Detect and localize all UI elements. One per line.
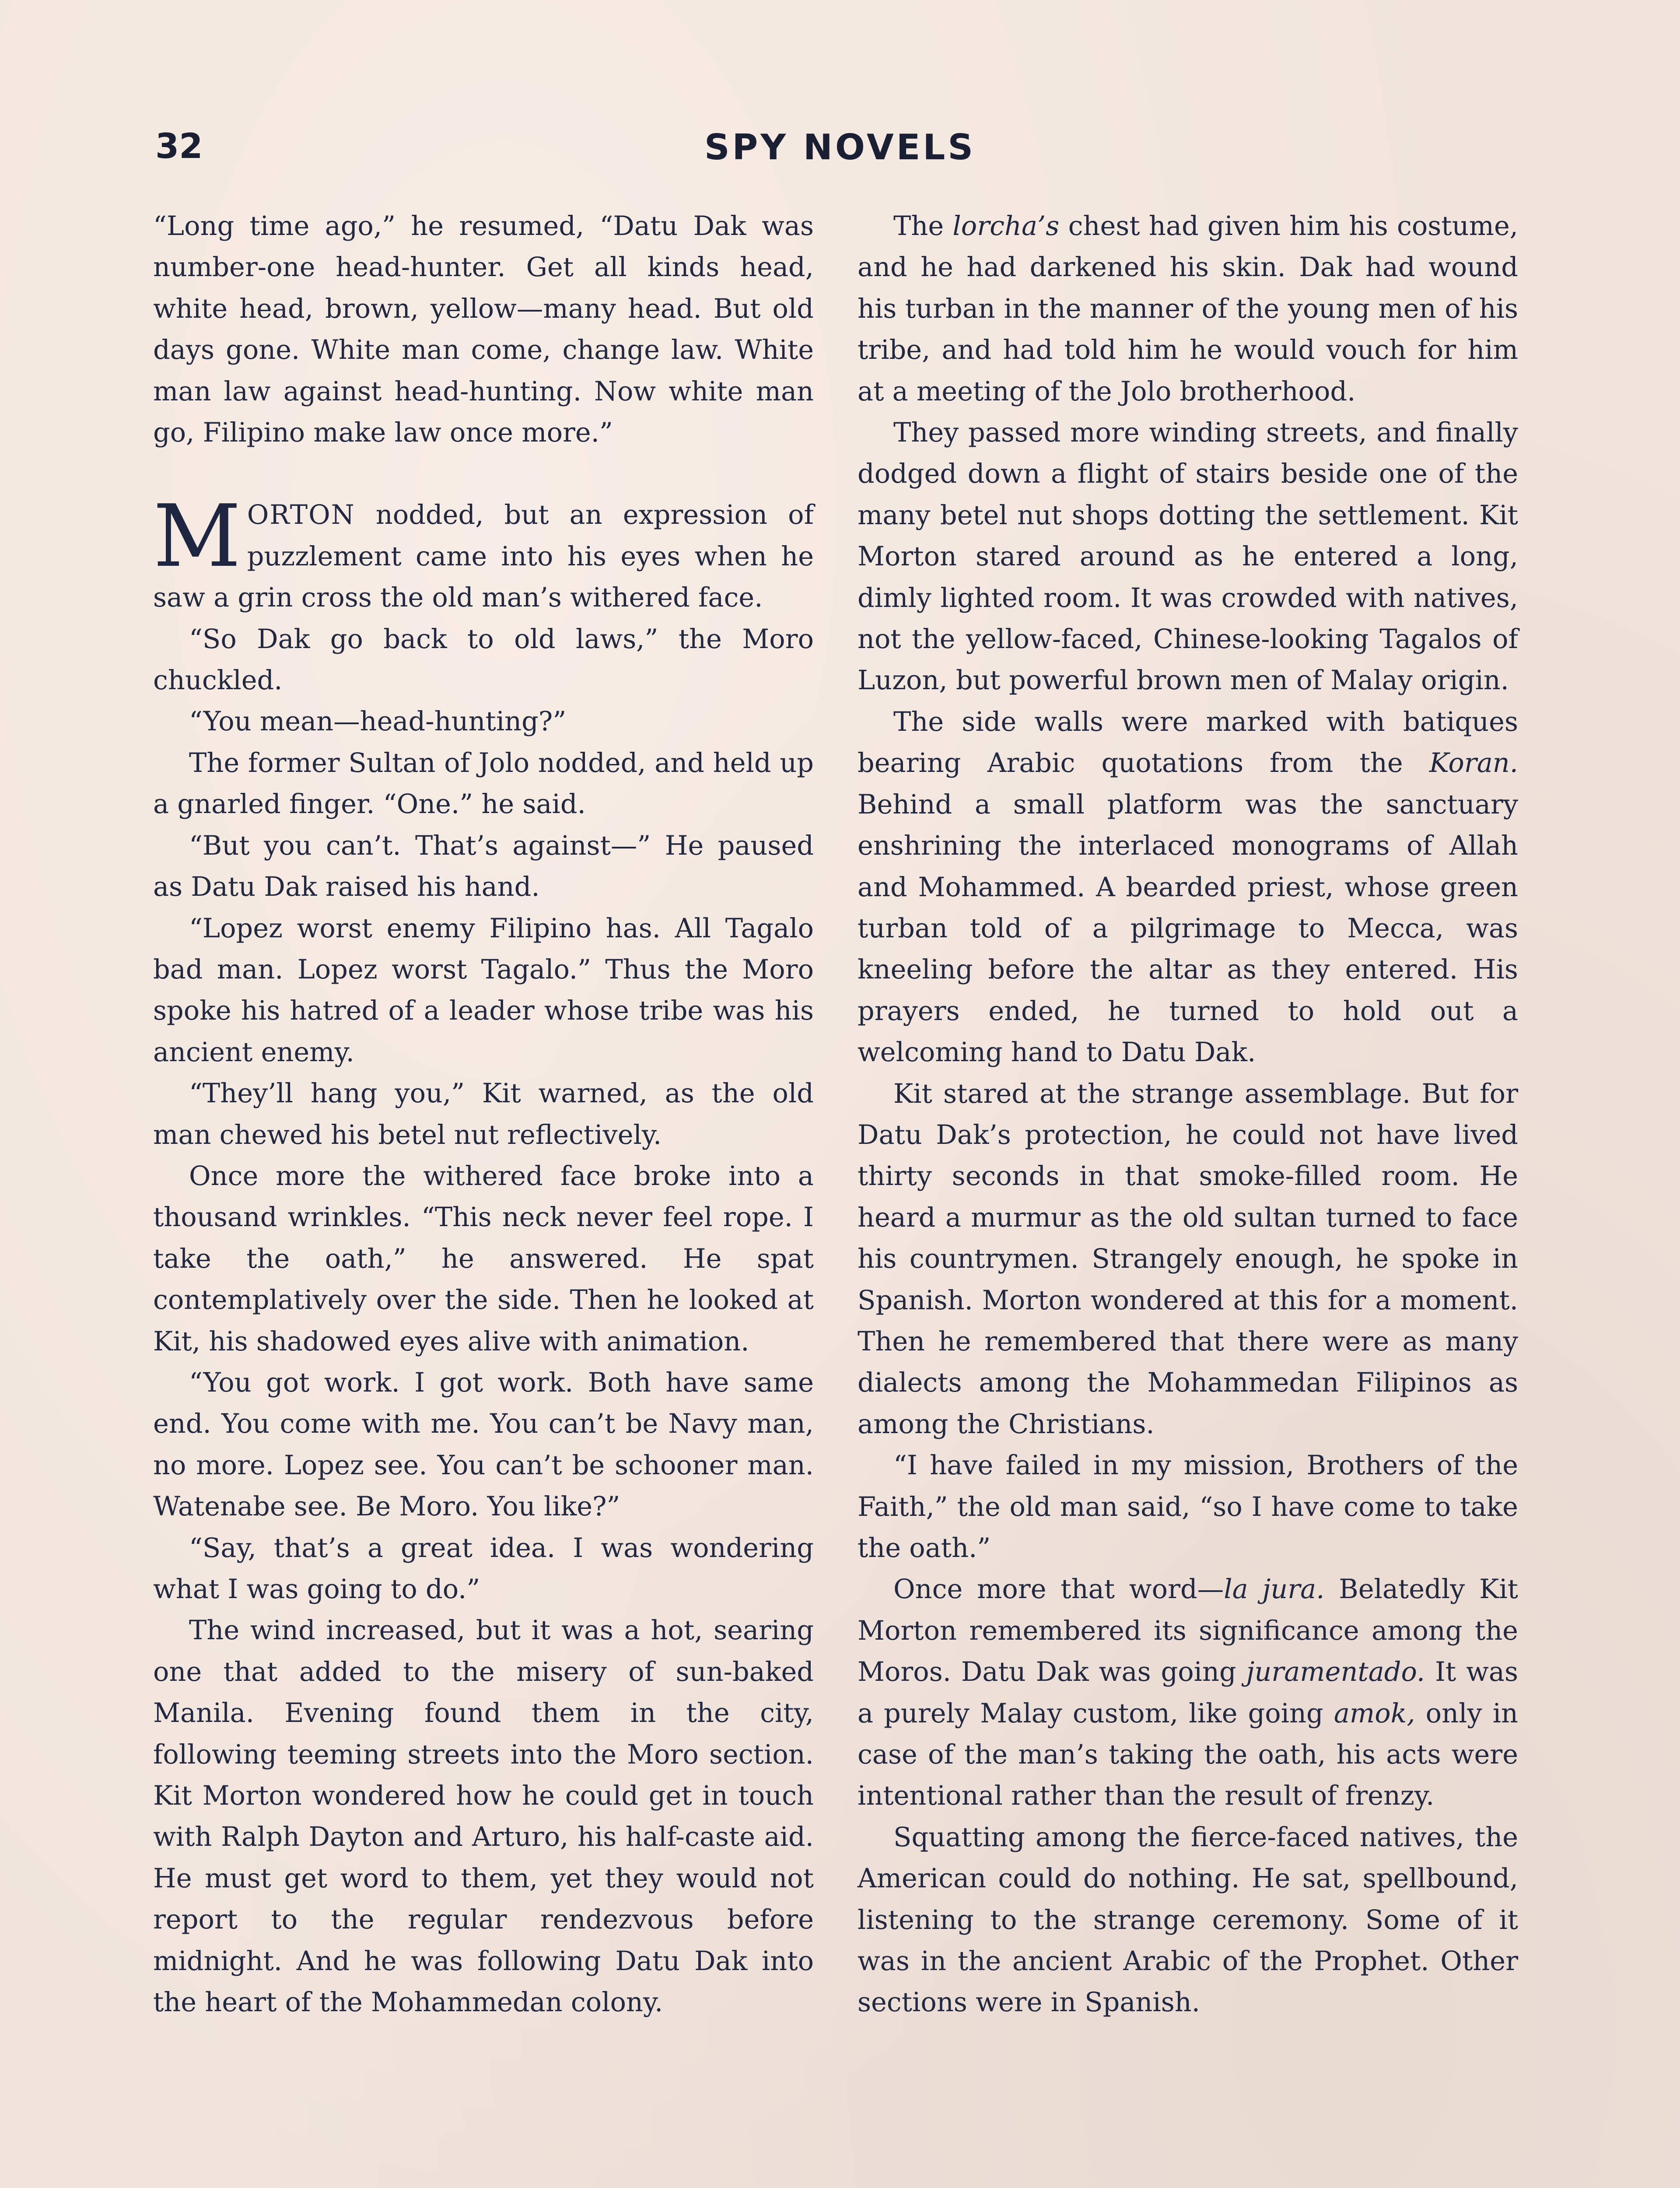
paragraph: “You mean—head-hunting?” [189, 706, 567, 737]
paragraph [858, 1569, 1518, 1816]
paragraph: Kit stared at the strange assemblage. But for Datu Dak’s protection, he could not have lived thirty seconds in that smoke-filled room. He heard a murmur as the old sultan turned to face his countrymen. Strangely enough, he spoke in Spanish. Morton wondered at this for a moment. Then he remembered that there were as many dialects among the Mohammedan Filipinos as among the Christians. [858, 1078, 1518, 1440]
running-title: SPY NOVELS [704, 127, 976, 168]
drop-cap: M [153, 487, 241, 587]
page-number: 32 [155, 127, 203, 166]
italic-text: lorcha’s [952, 211, 1060, 242]
italic-text: la jura. [1224, 1574, 1325, 1605]
right-column [858, 206, 1518, 2023]
paragraph-dropcap [153, 487, 814, 618]
paragraph-text: Belatedly Kit Morton remembered its significance among the Moros. Datu Dak was going [858, 1574, 1518, 1688]
paragraph: The wind increased, but it was a hot, searing one that added to the misery of sun-baked Manila. Evening found them in the city, following teeming streets into the Moro section. Kit Morton wondered how he could get in touch with Ralph Dayton and Arturo, his half-caste aid. He must get word to them, yet they would not report to the regular rendezvous before midnight. And he was following Datu Dak into the heart of the Mohammedan colony. [153, 1615, 814, 2018]
paragraph: “I have failed in my mission, Brothers of the Faith,” the old man said, “so I have come to take the oath.” [858, 1450, 1518, 1564]
paragraph-text: chest had given him his costume, and he had darkened his skin. Dak had wound his turban in the manner of the young men of his tribe, and had told him he would vouch for him at a meeting of the Jolo brotherhood. [858, 211, 1518, 407]
paragraph-text: It was a purely Malay custom, like going [858, 1657, 1519, 1729]
paragraph-text: The side walls were marked with batiques bearing Arabic quotations from the [858, 706, 1518, 779]
paragraph-text: only in case of the man’s taking the oath, his acts were intentional rather than the result of frenzy. [858, 1698, 1519, 1812]
paragraph: “So Dak go back to old laws,” the Moro chuckled. [153, 624, 814, 696]
paragraph: “Lopez worst enemy Filipino has. All Tagalo bad man. Lopez worst Tagalo.” Thus the Moro spoke his hatred of a leader whose tribe was his ancient enemy. [153, 913, 814, 1068]
italic-text: amok, [1334, 1698, 1415, 1729]
paragraph: “They’ll hang you,” Kit warned, as the old man chewed his betel nut reflectively. [153, 1078, 814, 1150]
paragraph: “Say, that’s a great idea. I was wondering what I was going to do.” [153, 1532, 814, 1605]
paragraph: The former Sultan of Jolo nodded, and held up a gnarled finger. “One.” he said. [153, 747, 814, 820]
paragraph: “Long time ago,” he resumed, “Datu Dak was number-one head-hunter. Get all kinds head, white head, brown, yellow—many head. But old days gone. White man come, change law. White man law against head-hunting. Now white man go, Filipino make law once more.” [153, 211, 814, 449]
italic-text: juramentado. [1246, 1657, 1425, 1688]
paragraph: “You got work. I got work. Both have same end. You come with me. You can’t be Navy man, no more. Lopez see. You can’t be schooner man. Watenabe see. Be Moro. You like?” [153, 1367, 814, 1522]
paragraph: They passed more winding streets, and finally dodged down a flight of stairs beside one of the many betel nut shops dotting the settlement. Kit Morton stared around as he entered a long, dimly lighted room. It was crowded with natives, not the yellow-faced, Chinese-looking Tagalos of Luzon, but powerful brown men of Malay origin. [858, 417, 1518, 696]
paragraph [858, 206, 1518, 412]
paragraph-text: nodded, but an expression of puzzlement came into his eyes when he saw a grin cross the old man’s withered face. [153, 500, 814, 614]
paragraph: Once more the withered face broke into a thousand wrinkles. “This neck never feel rope. I take the oath,” he answered. He spat contemplatively over the side. Then he looked at Kit, his shadowed eyes alive with animation. [153, 1161, 814, 1357]
paragraph-text: The [893, 211, 953, 242]
italic-text: Koran. [1429, 748, 1518, 779]
smallcaps-lead: ORTON [247, 500, 355, 531]
left-column [153, 206, 814, 2023]
paragraph [858, 701, 1518, 1073]
page-header [155, 127, 1525, 175]
paragraph: Squatting among the fierce-faced natives, the American could do nothing. He sat, spellbound, listening to the strange ceremony. Some of it was in the ancient Arabic of the Prophet. Other sections were in Spanish. [858, 1822, 1518, 2018]
paragraph: “But you can’t. That’s against—” He paused as Datu Dak raised his hand. [153, 830, 814, 903]
paragraph-text: Behind a small platform was the sanctuary enshrining the interlaced monograms of Allah and Mohammed. A bearded priest, whose green turban told of a pilgrimage to Mecca, was kneeling before the altar as they entered. His prayers ended, he turned to hold out a welcoming hand to Datu Dak. [858, 789, 1518, 1068]
paragraph-text: Once more that word— [893, 1574, 1224, 1605]
